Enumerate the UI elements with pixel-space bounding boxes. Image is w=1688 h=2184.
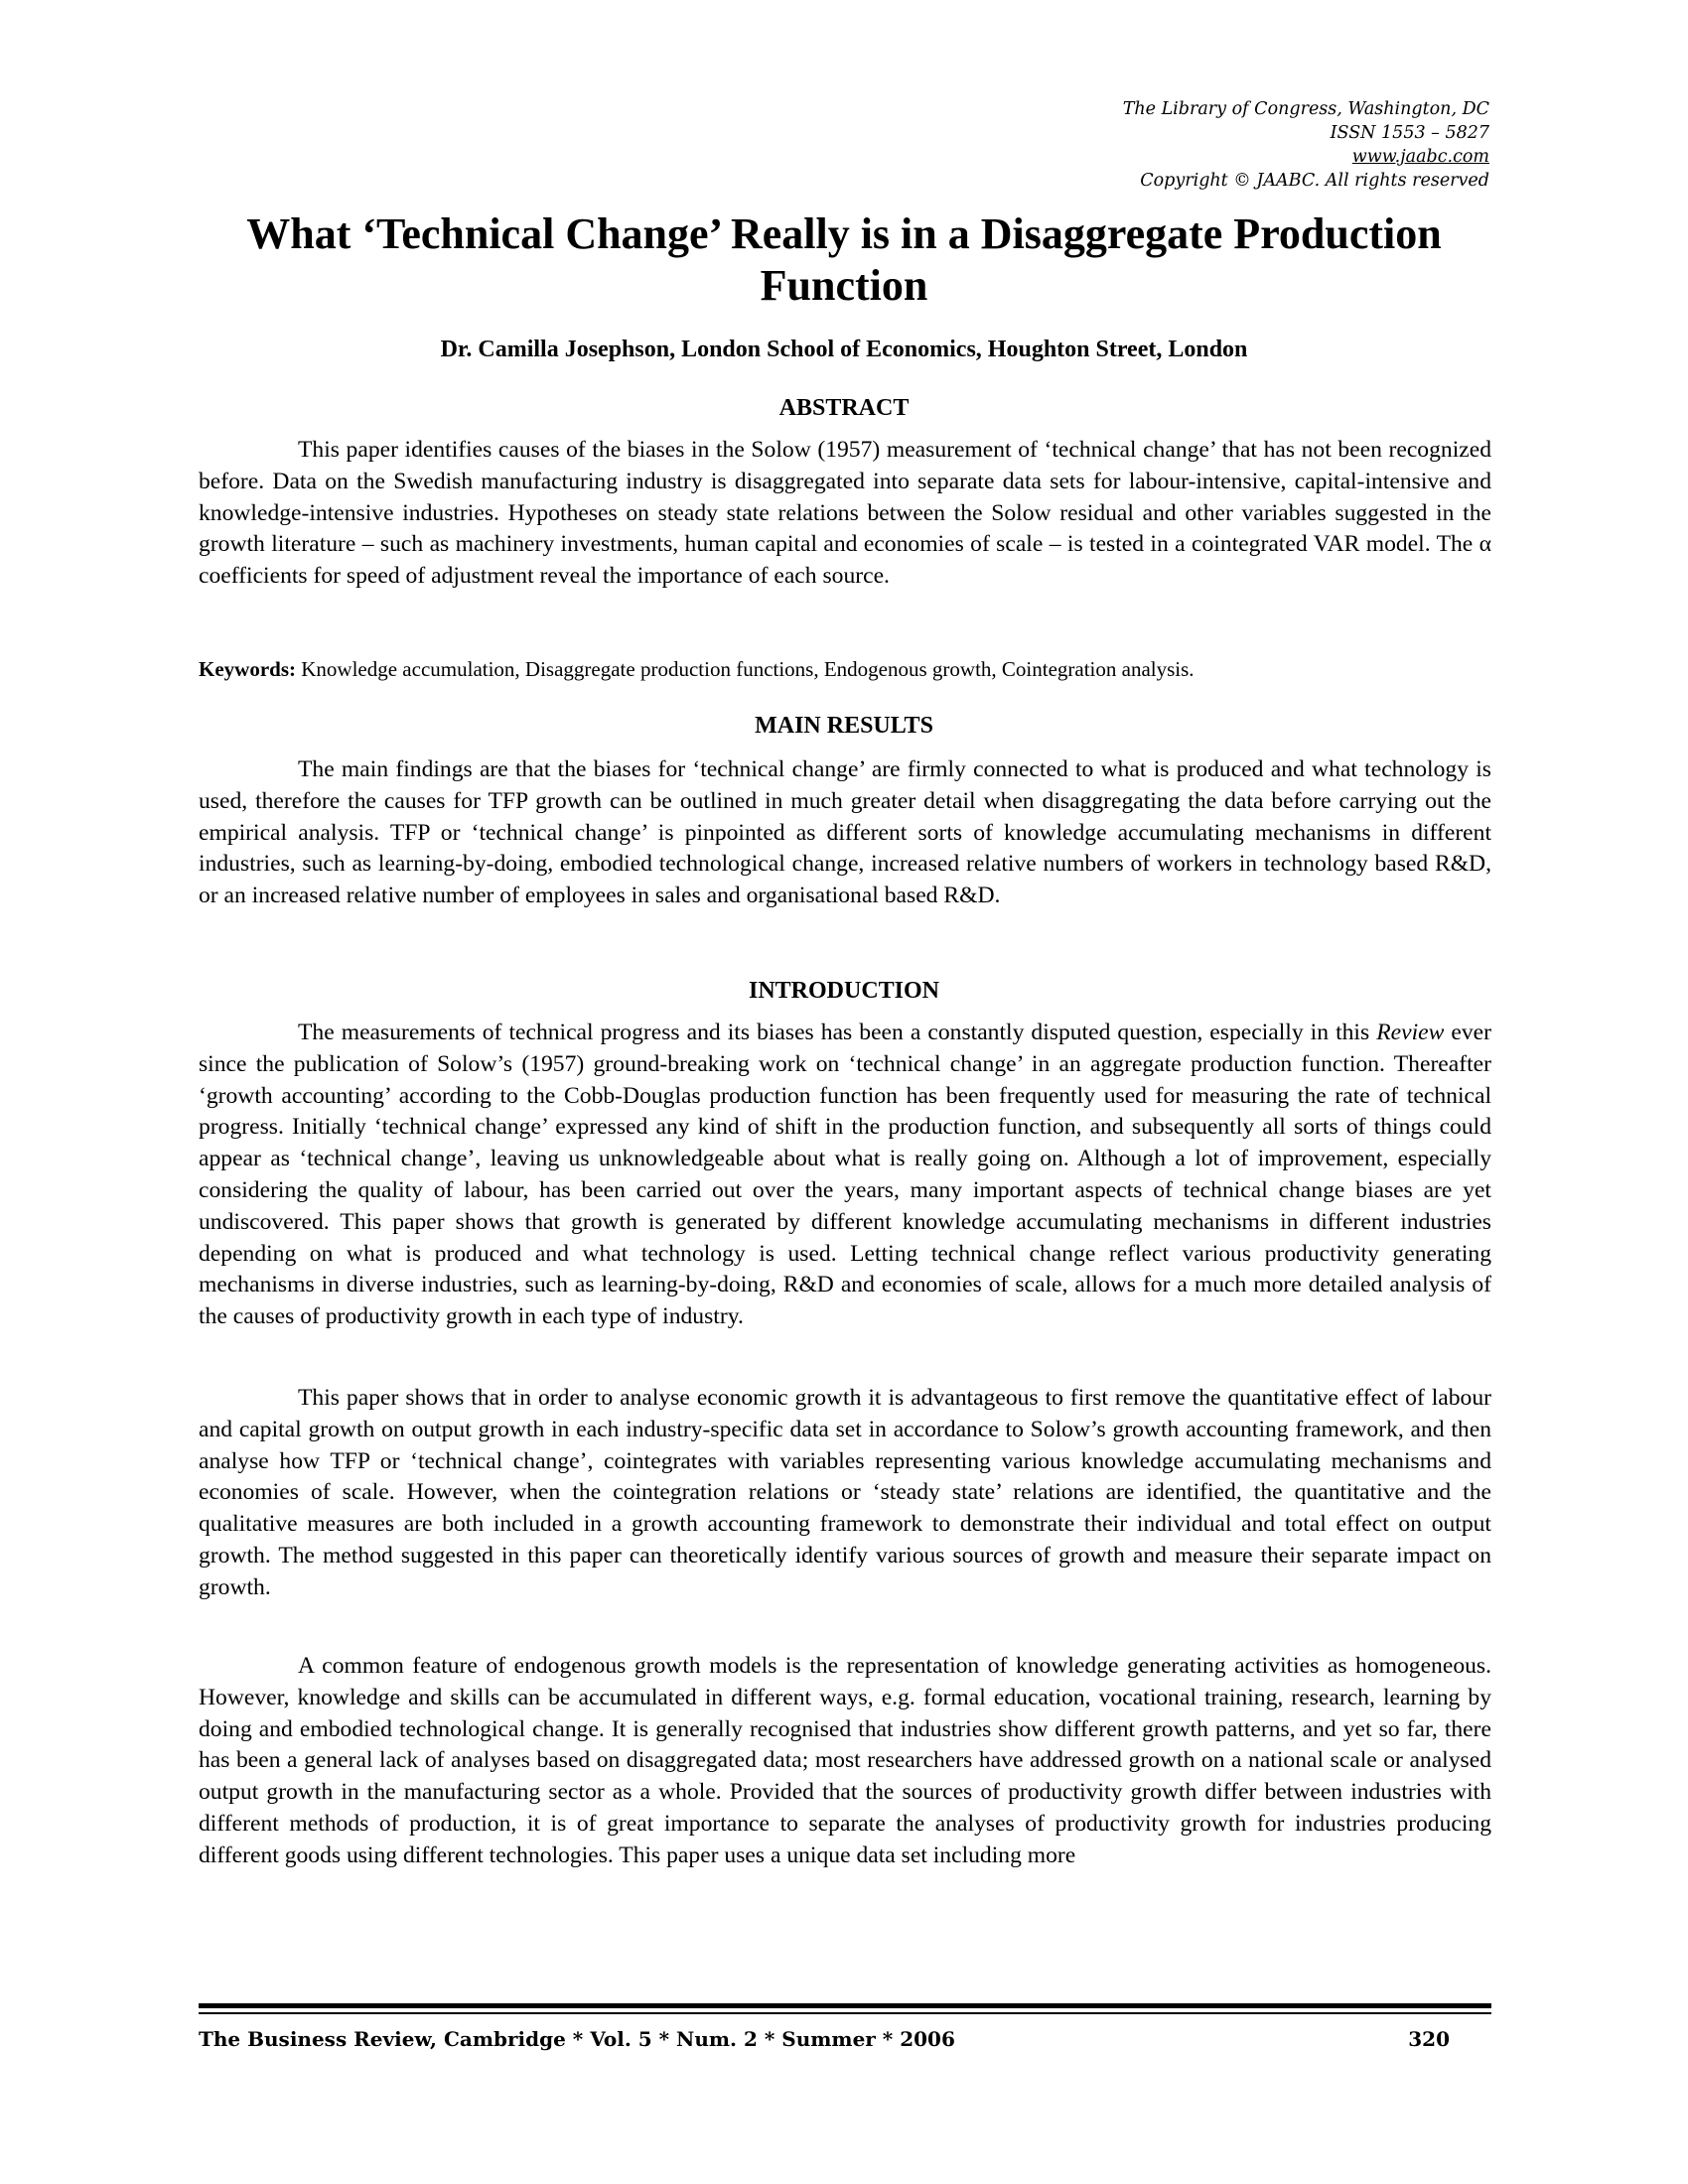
intro-p1-review-italic: Review	[1376, 1020, 1445, 1045]
header-issn-line: ISSN 1553 – 5827	[1330, 123, 1489, 143]
footer-rule-thin	[199, 2012, 1491, 2014]
intro-p1-start: The measurements of technical progress and its biases has been a constantly disputed question, especially in this	[298, 1020, 1377, 1045]
main-results-heading: MAIN RESULTS	[755, 713, 933, 739]
keywords-line	[199, 655, 1491, 683]
footer-rule-thick	[199, 2003, 1491, 2008]
introduction-heading: INTRODUCTION	[748, 978, 940, 1004]
main-results-text: The main findings are that the biases for ‘technical change’ are firmly connected to what is produced and what technology is used, therefore the causes for TFP growth can be outlined in much greater detail when disaggregating the data before carrying out the empirical analysis. TFP or ‘technical change’ is pinpointed as different sorts of knowledge accumulating mechanisms in different industries, such as learning-by-doing, embodied technological change, increased relative numbers of workers in technology based R&D, or an increased relative number of employees in sales and organisational based R&D.	[199, 756, 1491, 909]
introduction-paragraph-3: A common feature of endogenous growth models is the representation of knowledge generating activities as homogeneous. However, knowledge and skills can be accumulated in different ways, e.g. formal education, vocational training, research, learning by doing and embodied technological change. It is generally recognised that industries show different growth patterns, and yet so far, there has been a general lack of analyses based on disaggregated data; most researchers have addressed growth on a national scale or analysed output growth in the manufacturing sector as a whole. Provided that the sources of productivity growth differ between industries with different methods of production, it is of great importance to separate the analyses of productivity growth for industries producing different goods using different technologies. This paper uses a unique data set including more	[199, 1653, 1491, 1868]
keywords-text: Knowledge accumulation, Disaggregate production functions, Endogenous growth, Cointegration analysis.	[301, 657, 1195, 681]
author-line: Dr. Camilla Josephson, London School of Economics, Houghton Street, London	[440, 337, 1248, 362]
intro-p1-rest: ever since the publication of Solow’s (1957) ground-breaking work on ‘technical change’ in an aggregate production function. Thereafter ‘growth accounting’ according to the Cobb-Douglas production function has been frequently used for measuring the rate of technical progress. Initially ‘technical change’ expressed any kind of shift in the production function, and subsequently all sorts of things could appear as ‘technical change’, leaving us unknowledgeable about what is really going on. Although a lot of improvement, especially considering the quality of labour, has been carried out over the years, many important aspects of technical change biases are yet undiscovered. This paper shows that growth is generated by different knowledge accumulating mechanisms in different industries depending on what is produced and what technology is used. Letting technical change reflect various productivity generating mechanisms in diverse industries, such as learning-by-doing, R&D and economies of scale, allows for a much more detailed analysis of the causes of productivity growth in each type of industry.	[199, 1020, 1492, 1330]
abstract-text: This paper identifies causes of the biases in the Solow (1957) measurement of ‘technical change’ that has not been recognized before. Data on the Swedish manufacturing industry is disaggregated into separate data sets for labour-intensive, capital-intensive and knowledge-intensive industries. Hypotheses on steady state relations between the Solow residual and other variables suggested in the growth literature – such as machinery investments, human capital and economies of scale – is tested in a cointegrated VAR model. The α coefficients for speed of adjustment reveal the importance of each source.	[199, 437, 1491, 590]
introduction-paragraph-2: This paper shows that in order to analyse economic growth it is advantageous to first remove the quantitative effect of labour and capital growth on output growth in each industry-specific data set in accordance to Solow’s growth accounting framework, and then analyse how TFP or ‘technical change’, cointegrates with variables representing various knowledge accumulating mechanisms and economies of scale. However, when the cointegration relations or ‘steady state’ relations are identified, the quantitative and the qualitative measures are both included in a growth accounting framework to demonstrate their individual and total effect on output growth. The method suggested in this paper can theoretically identify various sources of growth and measure their separate impact on growth.	[199, 1385, 1491, 1600]
footer-journal-citation: The Business Review, Cambridge * Vol. 5 * Num. 2 * Summer * 2006	[199, 2027, 955, 2051]
paper-title: What ‘Technical Change’ Really is in a Disaggregate Production Function	[246, 209, 1442, 310]
header-library-line: The Library of Congress, Washington, DC	[1122, 99, 1489, 119]
header-copyright-line: Copyright © JAABC. All rights reserved	[1140, 171, 1489, 191]
keywords-label: Keywords:	[199, 657, 296, 681]
journal-header	[794, 97, 1489, 193]
abstract-heading: ABSTRACT	[778, 395, 910, 421]
introduction-paragraph-1	[199, 1018, 1491, 1333]
page-footer	[199, 2025, 1450, 2053]
header-website-link[interactable]: www.jaabc.com	[1351, 147, 1489, 167]
page-number: 320	[1408, 2027, 1450, 2051]
